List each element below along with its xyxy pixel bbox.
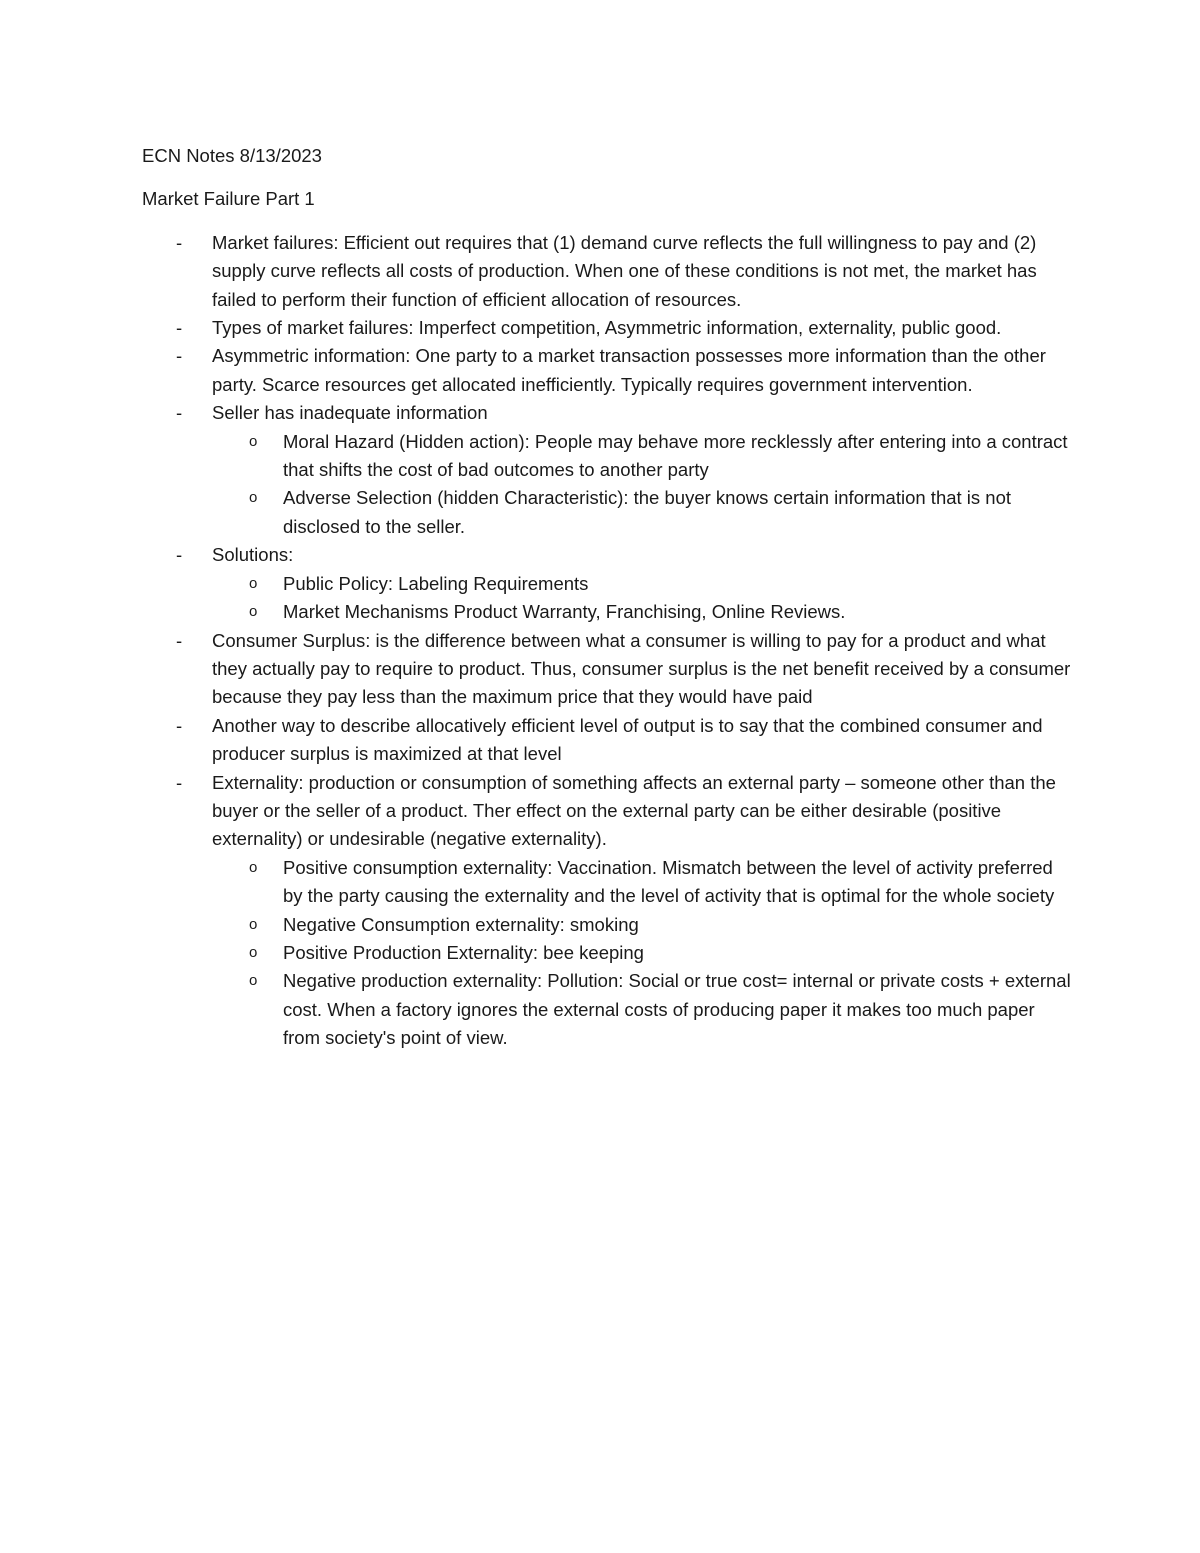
sub-list-item-text: Public Policy: Labeling Requirements <box>283 572 589 594</box>
list-item-text: Externality: production or consumption of something affects an external party – someone other than the buyer or the seller of a product. Ther effect on the external party can be either desirable (positive externality) or undesirable (negative externality). <box>212 771 1056 850</box>
dash-bullet-marker: - <box>176 402 183 424</box>
list-item-text: Seller has inadequate information <box>212 402 488 424</box>
document-title: ECN Notes 8/13/2023 <box>142 145 322 166</box>
list-item-text: Market failures: Efficient out requires that (1) demand curve reflects the full willingness to pay and (2) supply curve reflects all costs of production. When one of these conditions is not met, the market has failed to perform their function of efficient allocation of resources. <box>212 231 1037 310</box>
list-item <box>142 399 1072 541</box>
circle-bullet-marker: o <box>249 915 258 933</box>
dash-bullet-marker: - <box>176 544 183 566</box>
list-item <box>142 541 1072 626</box>
list-item <box>142 712 1072 769</box>
sub-list <box>212 854 1072 1053</box>
list-item <box>142 769 1072 1053</box>
sub-list-item-text: Positive Production Externality: bee keeping <box>283 941 644 963</box>
sub-list-item <box>212 484 1072 541</box>
dash-bullet-marker: - <box>176 629 183 651</box>
list-item <box>142 627 1072 712</box>
dash-bullet-marker: - <box>176 771 183 793</box>
list-item-text: Solutions: <box>212 544 294 566</box>
sub-list-item <box>212 939 1072 967</box>
list-item-text: Types of market failures: Imperfect competition, Asymmetric information, externality, public good. <box>212 317 1002 339</box>
sub-list-item <box>212 967 1072 1052</box>
sub-list-item <box>212 598 1072 626</box>
circle-bullet-marker: o <box>249 858 258 876</box>
list-item-text: Asymmetric information: One party to a market transaction possesses more information than the other party. Scarce resources get allocated inefficiently. Typically requires government intervention. <box>212 345 1046 395</box>
dash-bullet-marker: - <box>176 714 183 736</box>
dash-bullet-marker: - <box>176 231 183 253</box>
sub-list-item <box>212 428 1072 485</box>
circle-bullet-marker: o <box>249 432 258 450</box>
sub-list-item-text: Negative production externality: Pollution: Social or true cost= internal or private costs + external cost. When a factory ignores the external costs of producing paper it makes too much paper from society's point of view. <box>283 970 1071 1049</box>
circle-bullet-marker: o <box>249 489 258 507</box>
circle-bullet-marker: o <box>249 943 258 961</box>
circle-bullet-marker: o <box>249 574 258 592</box>
sub-list-item-text: Negative Consumption externality: smoking <box>283 913 639 935</box>
sub-list-item-text: Market Mechanisms Product Warranty, Franchising, Online Reviews. <box>283 601 846 623</box>
section-heading: Market Failure Part 1 <box>142 188 315 210</box>
sub-list-item-text: Moral Hazard (Hidden action): People may behave more recklessly after entering into a contract that shifts the cost of bad outcomes to another party <box>283 430 1068 481</box>
sub-list-item <box>212 570 1072 598</box>
notes-list <box>142 229 1072 1053</box>
circle-bullet-marker: o <box>249 603 258 621</box>
sub-list <box>212 570 1072 627</box>
list-item <box>142 314 1072 342</box>
circle-bullet-marker: o <box>249 972 258 990</box>
dash-bullet-marker: - <box>176 317 183 339</box>
sub-list-item-text: Positive consumption externality: Vaccination. Mismatch between the level of activity preferred by the party causing the externality and the level of activity that is optimal for the whole society <box>283 856 1055 907</box>
sub-list-item-text: Adverse Selection (hidden Characteristic): the buyer knows certain information that is not disclosed to the seller. <box>283 487 1012 537</box>
list-item-text: Consumer Surplus: is the difference between what a consumer is willing to pay for a product and what they actually pay to require to product. Thus, consumer surplus is the net benefit received by a consumer because they pay less than the maximum price that they would have paid <box>212 629 1071 708</box>
document-body <box>142 142 1072 1053</box>
sub-list-item <box>212 911 1072 939</box>
list-item-text: Another way to describe allocatively efficient level of output is to say that the combined consumer and producer surplus is maximized at that level <box>212 714 1043 765</box>
sub-list <box>212 428 1072 542</box>
list-item <box>142 229 1072 314</box>
list-item <box>142 342 1072 399</box>
sub-list-item <box>212 854 1072 911</box>
dash-bullet-marker: - <box>176 345 183 367</box>
